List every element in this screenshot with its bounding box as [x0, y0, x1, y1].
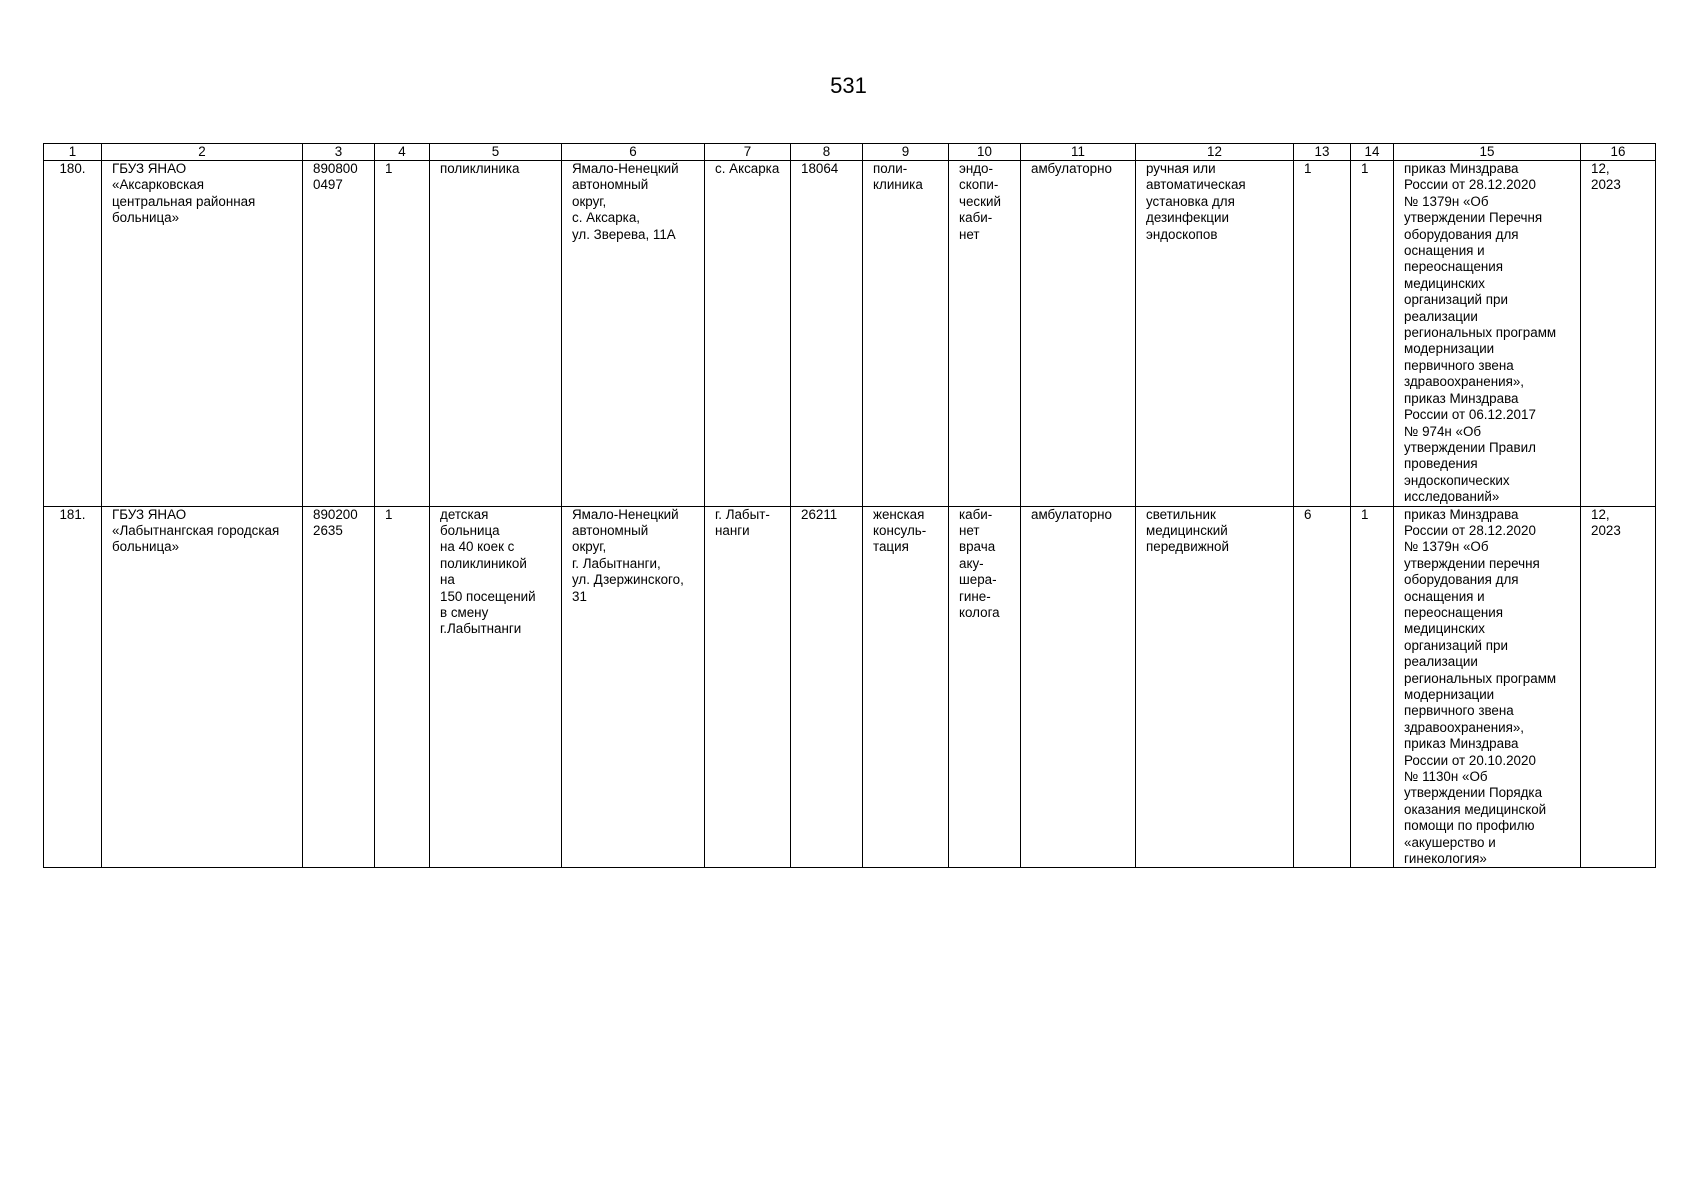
room-cell: каби- нет врача аку- шера- гине- колога — [949, 506, 1021, 868]
deadline-cell: 12, 2023 — [1581, 161, 1656, 507]
organization-cell: ГБУЗ ЯНАО «Лабытнангская городская больница» — [102, 506, 303, 868]
facility-type-cell: поликлиника — [430, 161, 562, 507]
legal-basis-cell: приказ Минздрава России от 28.12.2020 № 1379н «Об утверждении перечня оборудования для оснащения и переоснащения медицинских организаций при реализации региональных программ модернизации первичного звена здравоохранения», приказ Минздрава России от 20.10.2020 № 1130н «Об утверждении Порядка оказания медицинской помощи по профилю «акушерство и гинекология» — [1394, 506, 1581, 868]
register-table — [43, 143, 1656, 868]
column-header: 1 — [44, 144, 102, 161]
address-cell: Ямало-Ненецкий автономный округ, г. Лабытнанги, ул. Дзержинского, 31 — [562, 506, 705, 868]
care-conditions-cell: амбулаторно — [1021, 161, 1136, 507]
column-header: 10 — [949, 144, 1021, 161]
quantity-cell: 1 — [1294, 161, 1351, 507]
column-header: 7 — [705, 144, 791, 161]
column-header: 14 — [1351, 144, 1394, 161]
column-header: 13 — [1294, 144, 1351, 161]
equipment-cell: светильник медицинский передвижной — [1136, 506, 1294, 868]
column-header: 3 — [303, 144, 375, 161]
column-header: 11 — [1021, 144, 1136, 161]
quantity-cell: 6 — [1294, 506, 1351, 868]
settlement-cell: г. Лабыт- нанги — [705, 506, 791, 868]
address-cell: Ямало-Ненецкий автономный округ, с. Аксарка, ул. Зверева, 11А — [562, 161, 705, 507]
room-cell: эндо- скопи- ческий каби- нет — [949, 161, 1021, 507]
quantity-cell: 1 — [1351, 506, 1394, 868]
column-header: 12 — [1136, 144, 1294, 161]
equipment-cell: ручная или автоматическая установка для дезинфекции эндоскопов — [1136, 161, 1294, 507]
page-number: 531 — [830, 73, 867, 98]
table-row — [44, 506, 1656, 868]
table-row — [44, 161, 1656, 507]
facility-type-cell: детская больница на 40 коек с поликлиникой на 150 посещений в смену г.Лабытнанги — [430, 506, 562, 868]
code-cell: 890200 2635 — [303, 506, 375, 868]
settlement-cell: с. Аксарка — [705, 161, 791, 507]
column-header: 15 — [1394, 144, 1581, 161]
column-header: 5 — [430, 144, 562, 161]
column-header: 6 — [562, 144, 705, 161]
code-cell: 890800 0497 — [303, 161, 375, 507]
population-cell: 18064 — [791, 161, 863, 507]
count-cell: 1 — [375, 161, 430, 507]
column-header: 9 — [863, 144, 949, 161]
count-cell: 1 — [375, 506, 430, 868]
column-header: 2 — [102, 144, 303, 161]
column-header: 8 — [791, 144, 863, 161]
care-conditions-cell: амбулаторно — [1021, 506, 1136, 868]
row-number-cell: 180. — [44, 161, 102, 507]
legal-basis-cell: приказ Минздрава России от 28.12.2020 № 1379н «Об утверждении Перечня оборудования для оснащения и переоснащения медицинских организаций при реализации региональных программ модернизации первичного звена здравоохранения», приказ Минздрава России от 06.12.2017 № 974н «Об утверждении Правил проведения эндоскопических исследований» — [1394, 161, 1581, 507]
unit-cell: женская консуль- тация — [863, 506, 949, 868]
row-number-cell: 181. — [44, 506, 102, 868]
organization-cell: ГБУЗ ЯНАО «Аксарковская центральная районная больница» — [102, 161, 303, 507]
column-header: 4 — [375, 144, 430, 161]
deadline-cell: 12, 2023 — [1581, 506, 1656, 868]
population-cell: 26211 — [791, 506, 863, 868]
quantity-cell: 1 — [1351, 161, 1394, 507]
header-row — [44, 144, 1656, 161]
unit-cell: поли- клиника — [863, 161, 949, 507]
column-header: 16 — [1581, 144, 1656, 161]
